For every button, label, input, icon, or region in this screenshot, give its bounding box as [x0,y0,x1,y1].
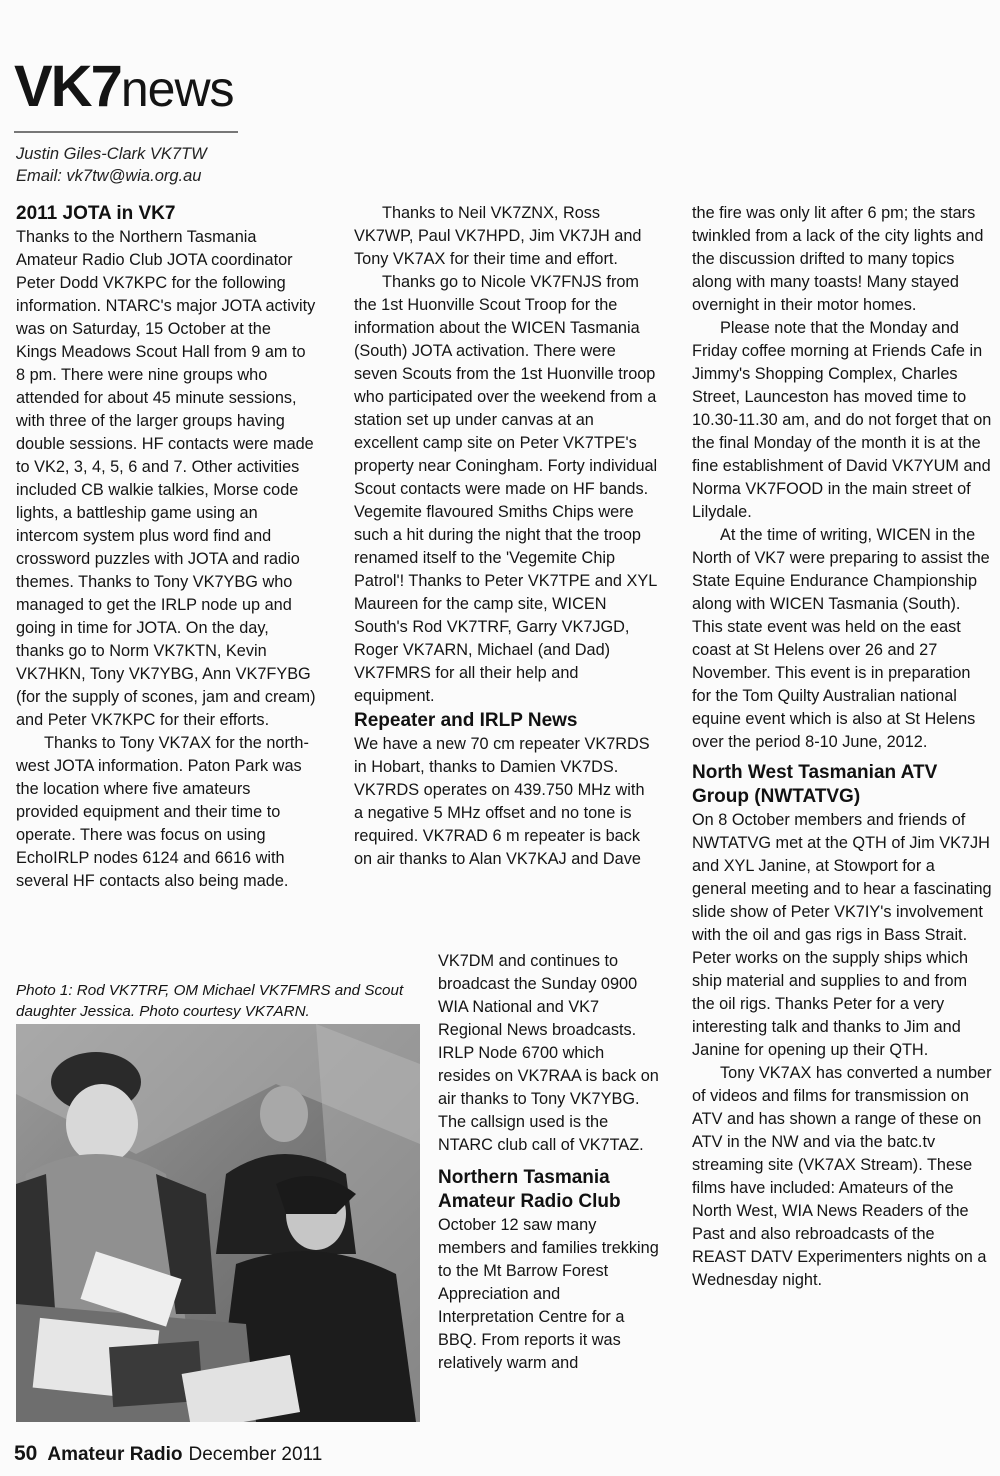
author-block [16,143,207,187]
photo-jota-operators [16,1024,420,1422]
page-title [14,54,234,119]
paragraph: October 12 saw many members and families trekking to the Mt Barrow Forest Appreciation and Interpretation Centre for a BBQ. From reports it was relatively warm and [438,1216,659,1372]
column-1 [16,202,316,893]
heading-repeater: Repeater and IRLP News [354,710,578,731]
paragraph: Thanks to the Northern Tasmania Amateur Radio Club JOTA coordinator Peter Dodd VK7KPC for the following information. NTARC's major JOTA activity was on Saturday, 15 October at the Kings Meadows Scout Hall from 9 am to 8 pm. There were nine groups who attended for about 45 minute sessions, with three of the larger groups having double sessions. HF contacts were made to VK2, 3, 4, 5, 6 and 7. Other activities included CB walkie talkies, Morse code lights, a battleship game using an intercom system plus word find and crossword puzzles with JOTA and radio themes. Thanks to Tony VK7YBG who managed to get the IRLP node up and going in time for JOTA. On the day, thanks go to Norm VK7KTN, Kevin VK7HKN, Tony VK7YBG, Ann VK7FYBG (for the supply of scones, jam and cream) and Peter VK7KPC for their efforts. [16,228,316,729]
column-2 [354,202,658,871]
column-3 [692,202,992,1292]
paragraph: Thanks go to Nicole VK7FNJS from the 1st Huonville Scout Troop for the information about the WICEN Tasmania (South) JOTA activation. There were seven Scouts from the 1st Huonville troop who participated over the weekend from a station set up under canvas at an excellent camp site on Peter VK7TPE's property near Coningham. Forty individual Scout contacts were made on HF bands. Vegemite flavoured Smiths Chips were such a hit during the night that the troop renamed itself to the 'Vegemite Chip Patrol'! Thanks to Peter VK7TPE and XYL Maureen for the camp site, WICEN South's Rod VK7TRF, Garry VK7JGD, Roger VK7ARN, Michael (and Dad) VK7FMRS for all their help and equipment. [354,273,658,705]
heading-ntarc: Northern Tasmania Amateur Radio Club [438,1167,621,1212]
magazine-name: Amateur Radio [47,1444,183,1465]
paragraph: VK7DM and continues to broadcast the Sunday 0900 WIA National and VK7 Regional News broadcasts. IRLP Node 6700 which resides on VK7RAA is back on air thanks to Tony VK7YBG. The callsign used is the NTARC club call of VK7TAZ. [438,952,659,1154]
column-2b [438,950,660,1375]
heading-jota: 2011 JOTA in VK7 [16,203,176,224]
paragraph: On 8 October members and friends of NWTATVG met at the QTH of Jim VK7JH and XYL Janine, at Stowport for a general meeting and to hear a fascinating slide show of Peter VK7IY's involvement with the oil and gas rigs in Bass Strait. Peter works on the supply ships which ship material and supplies to and from the oil rigs. Thanks Peter for a very interesting talk and thanks to Jim and Janine for opening up their QTH. [692,811,992,1059]
author-email[interactable]: Email: vk7tw@wia.org.au [16,167,202,185]
paragraph: Please note that the Monday and Friday coffee morning at Friends Cafe in Jimmy's Shopping Complex, Charles Street, Launceston has moved time to 10.30-11.30 am, and do not forget that on the final Monday of the month it is at the fine establishment of David VK7YUM and Norma VK7FOOD in the main street of Lilydale. [692,319,992,521]
photo-caption: Photo 1: Rod VK7TRF, OM Michael VK7FMRS and Scout daughter Jessica. Photo courtesy VK7ARN. [16,982,404,1020]
issue-date: December 2011 [188,1444,323,1465]
paragraph: At the time of writing, WICEN in the North of VK7 were preparing to assist the State Equine Endurance Championship along with WICEN Tasmania (South). This state event was held on the east coast at St Helens over 26 and 27 November. This event is in preparation for the Tom Quilty Australian national equine event which is also at St Helens over the period 8-10 June, 2012. [692,526,990,751]
paragraph: the fire was only lit after 6 pm; the stars twinkled from a lack of the city lights and the discussion drifted to many topics along with many toasts! Many stayed overnight in their motor homes. [692,204,984,314]
heading-nwtatvg: North West Tasmanian ATV Group (NWTATVG) [692,762,938,807]
author-name: Justin Giles-Clark VK7TW [16,145,207,163]
paragraph: Thanks to Neil VK7ZNX, Ross VK7WP, Paul VK7HPD, Jim VK7JH and Tony VK7AX for their time and effort. [354,204,642,268]
paragraph: Tony VK7AX has converted a number of videos and films for transmission on ATV and has shown a range of these on ATV in the NW and via the batc.tv streaming site (VK7AX Stream). These films have included: Amateurs of the North West, WIA News Readers of the Past and also rebroadcasts of the REAST DATV Experimenters nights on a Wednesday night. [692,1064,992,1289]
page-number: 50 [14,1442,38,1465]
page-footer [14,1442,322,1467]
paragraph: Thanks to Tony VK7AX for the north-west JOTA information. Paton Park was the location where five amateurs provided equipment and their time to operate. There was focus on using EchoIRLP nodes 6124 and 6616 with several HF contacts also being made. [16,734,309,890]
title-news: news [120,61,234,117]
paragraph: We have a new 70 cm repeater VK7RDS in Hobart, thanks to Damien VK7DS. VK7RDS operates on 439.750 MHz with a negative 5 MHz offset and no tone is required. VK7RAD 6 m repeater is back on air thanks to Alan VK7KAJ and Dave [354,735,650,868]
photo-illustration [16,1024,420,1422]
title-vk7: VK7 [14,54,121,119]
title-rule [14,131,238,133]
